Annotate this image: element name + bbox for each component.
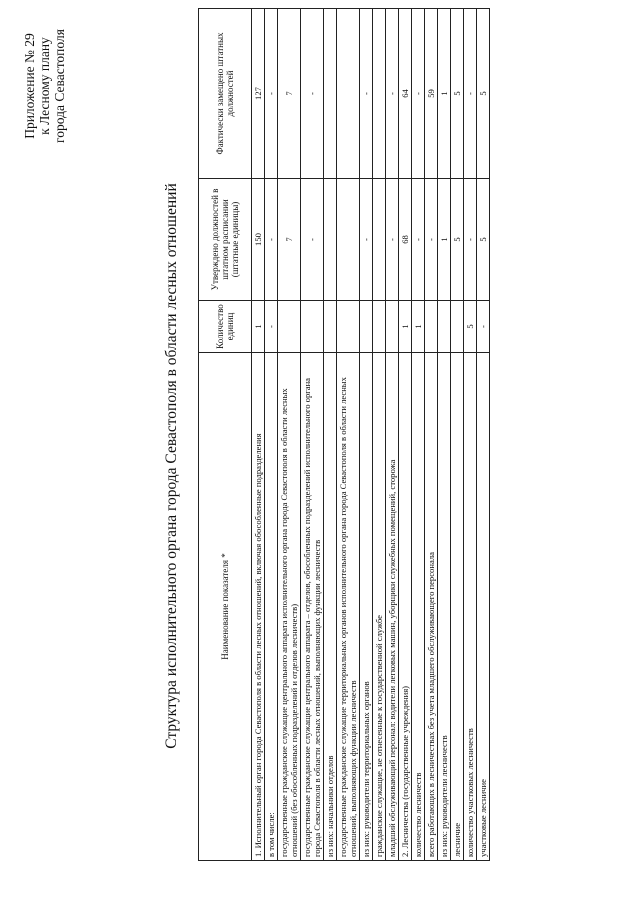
table-row [278, 9, 301, 861]
table-row [412, 9, 425, 861]
row-approved-cell: 150 [252, 179, 265, 301]
row-actual-cell: 5 [451, 9, 464, 179]
row-indicator-cell: государственные гражданские служащие центрального аппарата исполнительного органа города Севастополя в области лесных отношений (без обособленных подразделений и отделов лесничеств) [278, 353, 301, 861]
row-quantity-cell [373, 301, 386, 353]
row-quantity-cell [278, 301, 301, 353]
row-actual-cell: - [301, 9, 324, 179]
row-approved-cell: 68 [399, 179, 412, 301]
row-actual-cell: 1 [438, 9, 451, 179]
appendix-number: Приложение № 29 [22, 33, 37, 139]
row-indicator-cell: государственные гражданские служащие территориальных органов исполнительного органа города Севастополя в области лесных отношений, выполняющих функции лесничеств [337, 353, 360, 861]
row-approved-cell [373, 179, 386, 301]
appendix-header [22, 16, 67, 156]
row-indicator-cell: из них: руководители лесничеств [438, 353, 451, 861]
row-approved-cell [324, 179, 337, 301]
row-actual-cell: 7 [278, 9, 301, 179]
table-body [252, 9, 490, 861]
row-approved-cell: - [425, 179, 438, 301]
row-quantity-cell [425, 301, 438, 353]
row-actual-cell [324, 9, 337, 179]
appendix-city: города Севастополя [52, 29, 67, 143]
row-quantity-cell: - [477, 301, 490, 353]
table-row [464, 9, 477, 861]
table-row [360, 9, 373, 861]
row-indicator-cell: гражданские служащие, не отнесенные к государственной службе [373, 353, 386, 861]
row-approved-cell: - [360, 179, 373, 301]
row-quantity-cell [386, 301, 399, 353]
row-actual-cell: 5 [477, 9, 490, 179]
document-title: Структура исполнительного органа города Севастополя в области лесных отношений [163, 183, 180, 749]
row-actual-cell: - [386, 9, 399, 179]
table-row [373, 9, 386, 861]
row-indicator-cell: 1. Исполнительный орган города Севастополя в области лесных отношений, включая обособленные подразделения [252, 353, 265, 861]
row-actual-cell: - [265, 9, 278, 179]
row-indicator-cell: количество лесничеств [412, 353, 425, 861]
row-actual-cell [373, 9, 386, 179]
table-row [477, 9, 490, 861]
row-actual-cell: - [464, 9, 477, 179]
structure-table [198, 8, 490, 861]
row-approved-cell: - [265, 179, 278, 301]
header-approved: Утверждено должностей в штатном расписании (штатные единицы) [199, 179, 252, 301]
row-quantity-cell [451, 301, 464, 353]
row-quantity-cell: 1 [252, 301, 265, 353]
row-quantity-cell: 5 [464, 301, 477, 353]
row-indicator-cell: из них: руководители территориальных органов [360, 353, 373, 861]
row-approved-cell [337, 179, 360, 301]
row-actual-cell [337, 9, 360, 179]
row-quantity-cell [360, 301, 373, 353]
header-quantity: Количество единиц [199, 301, 252, 353]
table-row [399, 9, 412, 861]
row-quantity-cell [324, 301, 337, 353]
row-approved-cell: - [412, 179, 425, 301]
row-quantity-cell: - [265, 301, 278, 353]
row-quantity-cell [301, 301, 324, 353]
table-row [451, 9, 464, 861]
table-row [425, 9, 438, 861]
row-indicator-cell: лесничие [451, 353, 464, 861]
table-row [324, 9, 337, 861]
row-actual-cell: - [412, 9, 425, 179]
table-row [301, 9, 324, 861]
table-row [438, 9, 451, 861]
row-indicator-cell: государственные гражданские служащие центрального аппарата – отделов, обособленных подразделений исполнительного органа города Севастополя в области лесных отношений, выполняющих функции лесничеств [301, 353, 324, 861]
row-approved-cell: - [464, 179, 477, 301]
appendix-plan: к Лесному плану [37, 37, 52, 135]
row-approved-cell: - [301, 179, 324, 301]
table-row [252, 9, 265, 861]
row-indicator-cell: участковые лесничие [477, 353, 490, 861]
row-actual-cell: 64 [399, 9, 412, 179]
row-quantity-cell: 1 [412, 301, 425, 353]
row-approved-cell: 5 [477, 179, 490, 301]
header-actual: Фактически замещено штатных должностей [199, 9, 252, 179]
table-header-row [199, 9, 252, 861]
row-quantity-cell [337, 301, 360, 353]
row-indicator-cell: в том числе: [265, 353, 278, 861]
row-approved-cell: 5 [451, 179, 464, 301]
row-approved-cell: 1 [438, 179, 451, 301]
header-indicator: Наименование показателя * [199, 353, 252, 861]
row-actual-cell: 59 [425, 9, 438, 179]
table-row [337, 9, 360, 861]
row-indicator-cell: младший обслуживающий персонал: водители легковых машин, уборщики служебных помещений, сторожа [386, 353, 399, 861]
row-quantity-cell [438, 301, 451, 353]
table-row [386, 9, 399, 861]
row-indicator-cell: 2. Лесничества (государственные учреждения) [399, 353, 412, 861]
row-actual-cell: - [360, 9, 373, 179]
row-indicator-cell: всего работающих в лесничествах без учета младшего обслуживающего персонала [425, 353, 438, 861]
row-actual-cell: 127 [252, 9, 265, 179]
row-quantity-cell: 1 [399, 301, 412, 353]
row-indicator-cell: из них: начальники отделов [324, 353, 337, 861]
table-row [265, 9, 278, 861]
row-indicator-cell: количество участковых лесничеств [464, 353, 477, 861]
row-approved-cell: - [386, 179, 399, 301]
row-approved-cell: 7 [278, 179, 301, 301]
